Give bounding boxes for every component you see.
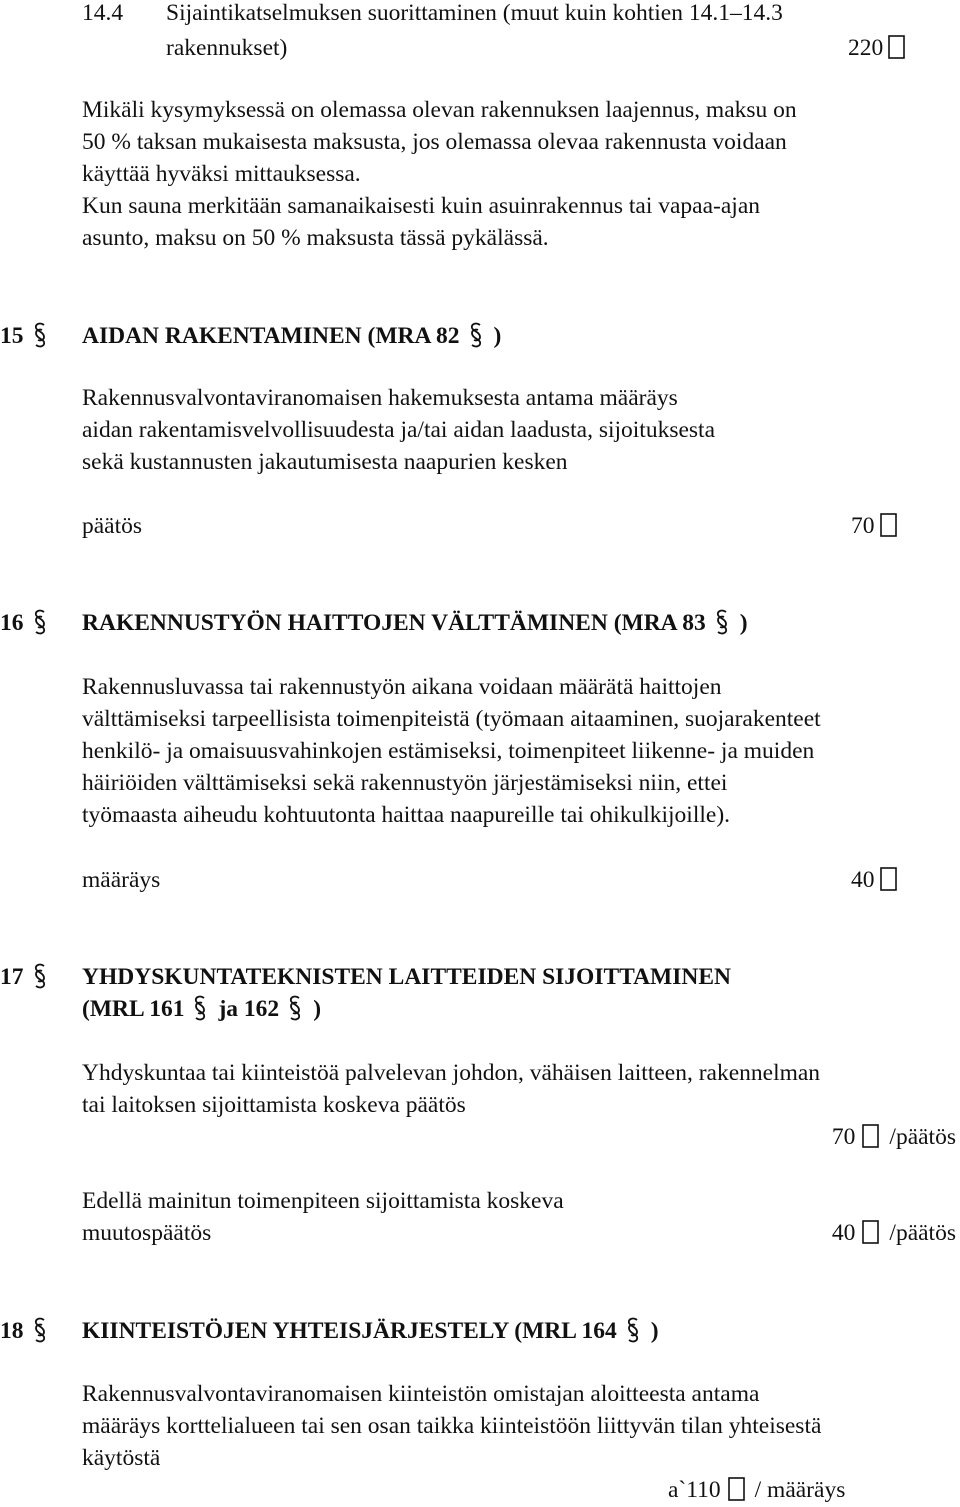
section-15-para-line: aidan rakentamisvelvollisuudesta ja/tai aidan laadusta, sijoituksesta [82, 417, 716, 443]
section-16-para-line: työmaasta aiheudu kohtuutonta haittaa naapureille tai ohikulkijoille). [82, 802, 731, 828]
fee-amount: 40 [831, 1220, 856, 1246]
section-15-number [0, 320, 58, 352]
section-17-fee2 [740, 1217, 956, 1249]
section-title-text: AIDAN RAKENTAMINEN (MRA 82 [82, 323, 460, 349]
section-title-text: RAKENNUSTYÖN HAITTOJEN VÄLTTÄMINEN (MRA 83 [82, 610, 706, 636]
section-14-4-para-line: käyttää hyväksi mittauksessa. [82, 161, 361, 187]
section-title-text: (MRL 161 [82, 996, 185, 1022]
section-16-para-line: välttämiseksi tarpeellisista toimenpiteistä (työmaan aitaaminen, suojarakenteet [82, 706, 821, 732]
section-16-number [0, 607, 58, 639]
section-15-title [82, 320, 501, 352]
section-18-para-line: käytöstä [82, 1445, 161, 1471]
section-14-4-para-line: asunto, maksu on 50 % maksusta tässä pykälässä. [82, 225, 549, 251]
section-17-para2-line: muutospäätös [82, 1220, 212, 1246]
section-16-fee [851, 864, 907, 896]
section-15-fee [851, 510, 907, 542]
fee-amount: 70 [831, 1124, 856, 1150]
section-18-number [0, 1315, 58, 1347]
euro-sign-icon [879, 510, 899, 540]
section-sign-icon [30, 320, 50, 350]
section-title-close: ) [650, 1318, 659, 1344]
section-17-title-line1: YHDYSKUNTATEKNISTEN LAITTEIDEN SIJOITTAMINEN [82, 964, 732, 990]
fee-amount: 220 [848, 35, 884, 61]
section-title-text: ja 162 [218, 996, 280, 1022]
section-15-para-line: Rakennusvalvontaviranomaisen hakemuksesta antama määräys [82, 385, 678, 411]
section-17-fee1 [740, 1121, 956, 1153]
section-16-title [82, 607, 748, 639]
fee-amount: 70 [851, 513, 875, 539]
section-16-para-line: henkilö- ja omaisuusvahinkojen estämiseksi, toimenpiteet liikenne- ja muiden [82, 738, 815, 764]
section-sign-icon [190, 993, 210, 1023]
section-14-4-para-line: Mikäli kysymyksessä on olemassa olevan rakennuksen laajennus, maksu on [82, 97, 797, 123]
section-title-close: ) [313, 996, 322, 1022]
fee-unit: /päätös [889, 1124, 956, 1150]
section-17-title-line2 [82, 993, 321, 1025]
section-sign-icon [623, 1315, 643, 1345]
section-sign-icon [712, 607, 732, 637]
section-title-close: ) [493, 323, 502, 349]
section-title-text: KIINTEISTÖJEN YHTEISJÄRJESTELY (MRL 164 [82, 1318, 617, 1344]
fee-amount: a`110 [668, 1477, 721, 1503]
section-17-para2-line: Edellä mainitun toimenpiteen sijoittamista koskeva [82, 1188, 564, 1214]
section-14-4-para-line: 50 % taksan mukaisesta maksusta, jos olemassa olevaa rakennusta voidaan [82, 129, 787, 155]
section-16-para-line: häiriöiden välttämiseksi sekä rakennustyön järjestämiseksi niin, ettei [82, 770, 728, 796]
section-18-para-line: Rakennusvalvontaviranomaisen kiinteistön omistajan aloitteesta antama [82, 1381, 760, 1407]
section-sign-icon [466, 320, 486, 350]
section-17-para1-line: tai laitoksen sijoittamista koskeva päätös [82, 1092, 466, 1118]
euro-sign-icon [887, 32, 907, 62]
section-title-close: ) [739, 610, 748, 636]
section-15-fee-label: päätös [82, 513, 143, 539]
section-sign-icon [285, 993, 305, 1023]
euro-sign-icon [861, 1217, 881, 1247]
section-14-4-para-line: Kun sauna merkitään samanaikaisesti kuin asuinrakennus tai vapaa-ajan [82, 193, 761, 219]
fee-amount: 40 [851, 867, 875, 893]
section-sign-icon [30, 961, 50, 991]
euro-sign-icon [727, 1474, 747, 1504]
fee-unit: / määräys [754, 1477, 846, 1503]
section-18-fee [668, 1474, 845, 1506]
section-18-title [82, 1315, 659, 1347]
section-14-4-number: 14.4 [82, 0, 124, 26]
section-16-para-line: Rakennusluvassa tai rakennustyön aikana voidaan määrätä haittojen [82, 674, 722, 700]
section-number: 18 [0, 1318, 24, 1344]
section-14-4-fee [848, 32, 915, 64]
section-sign-icon [30, 1315, 50, 1345]
section-14-4-title-line1: Sijaintikatselmuksen suorittaminen (muut kuin kohtien 14.1–14.3 [166, 0, 783, 26]
section-16-fee-label: määräys [82, 867, 161, 893]
section-14-4-title-line2: rakennukset) [166, 35, 288, 61]
euro-sign-icon [879, 864, 899, 894]
section-17-para1-line: Yhdyskuntaa tai kiinteistöä palvelevan johdon, vähäisen laitteen, rakennelman [82, 1060, 821, 1086]
section-number: 15 [0, 323, 24, 349]
section-number: 17 [0, 964, 24, 990]
euro-sign-icon [861, 1121, 881, 1151]
section-18-para-line: määräys korttelialueen tai sen osan taikka kiinteistöön liittyvän tilan yhteisestä [82, 1413, 822, 1439]
section-15-para-line: sekä kustannusten jakautumisesta naapurien kesken [82, 449, 568, 475]
fee-unit: /päätös [889, 1220, 956, 1246]
section-17-number [0, 961, 58, 993]
section-number: 16 [0, 610, 24, 636]
section-sign-icon [30, 607, 50, 637]
